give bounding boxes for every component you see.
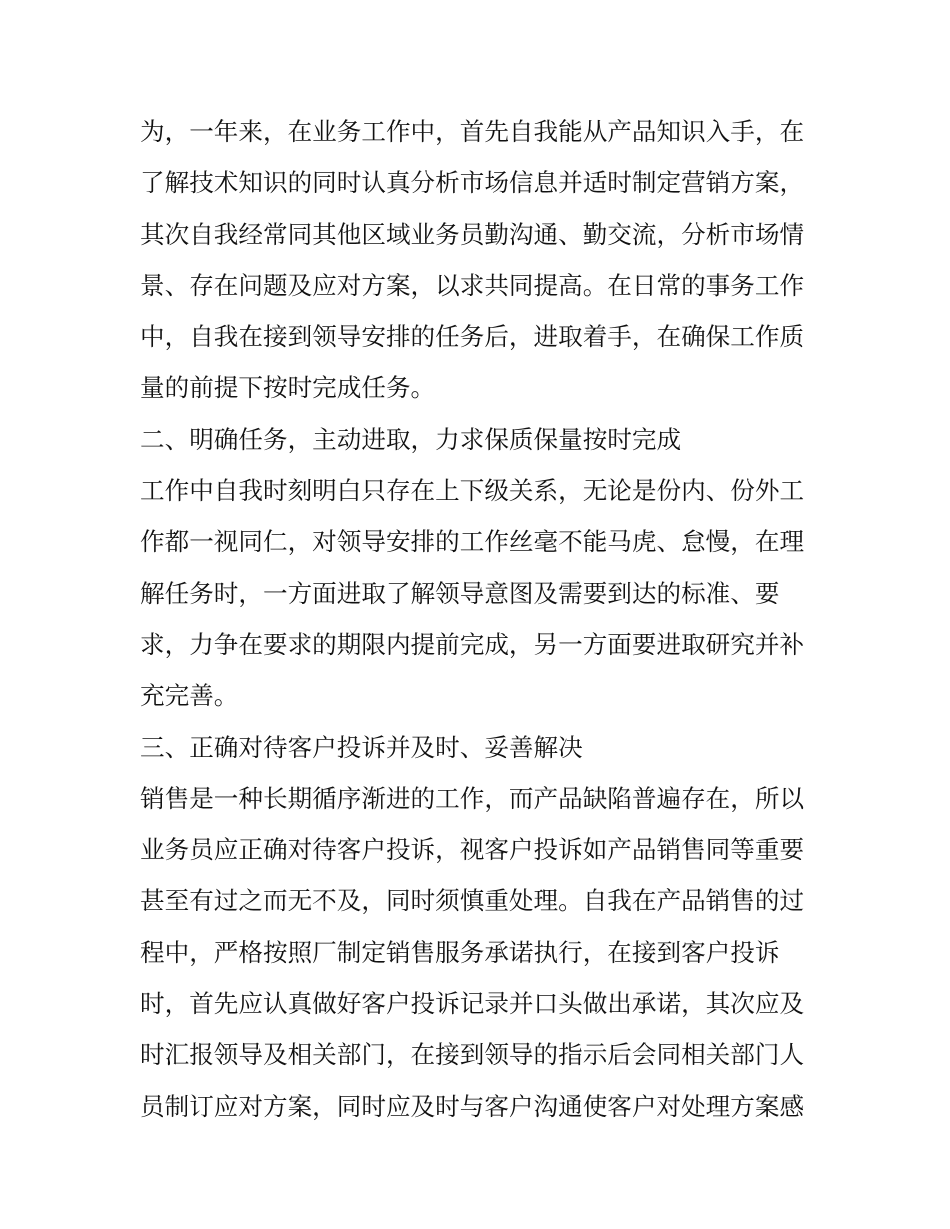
text-line: 员制订应对方案，同时应及时与客户沟通使客户对处理方案感 [140, 1091, 805, 1121]
text-line: 景、存在问题及应对方案，以求共同提高。在日常的事务工作 [140, 270, 805, 300]
text-line: 程中，严格按照厂制定销售服务承诺执行，在接到客户投诉 [140, 937, 780, 967]
text-line: 中，自我在接到领导安排的任务后，进取着手，在确保工作质 [140, 322, 805, 352]
section-heading-3: 三、正确对待客户投诉并及时、妥善解决 [140, 732, 583, 762]
section-heading-2: 二、明确任务，主动进取，力求保质保量按时完成 [140, 424, 682, 454]
text-line: 量的前提下按时完成任务。 [140, 373, 436, 403]
body-text [140, 106, 820, 1132]
text-line: 甚至有过之而无不及，同时须慎重处理。自我在产品销售的过 [140, 886, 805, 916]
text-line: 了解技术知识的同时认真分析市场信息并适时制定营销方案， [140, 168, 805, 198]
text-line: 求，力争在要求的期限内提前完成，另一方面要进取研究并补 [140, 629, 805, 659]
text-line: 其次自我经常同其他区域业务员勤沟通、勤交流，分析市场情 [140, 219, 805, 249]
text-line: 解任务时，一方面进取了解领导意图及需要到达的标准、要 [140, 578, 780, 608]
text-line: 时汇报领导及相关部门，在接到领导的指示后会同相关部门人 [140, 1040, 805, 1070]
text-line: 为，一年来，在业务工作中，首先自我能从产品知识入手，在 [140, 117, 805, 146]
text-line: 作都一视同仁，对领导安排的工作丝毫不能马虎、怠慢，在理 [140, 527, 805, 557]
text-line: 工作中自我时刻明白只存在上下级关系，无论是份内、份外工 [140, 476, 805, 506]
text-line: 充完善。 [140, 681, 239, 711]
text-line: 业务员应正确对待客户投诉，视客户投诉如产品销售同等重要 [140, 835, 805, 865]
text-line: 销售是一种长期循序渐进的工作，而产品缺陷普遍存在，所以 [140, 783, 805, 813]
text-line: 时，首先应认真做好客户投诉记录并口头做出承诺，其次应及 [140, 989, 805, 1019]
